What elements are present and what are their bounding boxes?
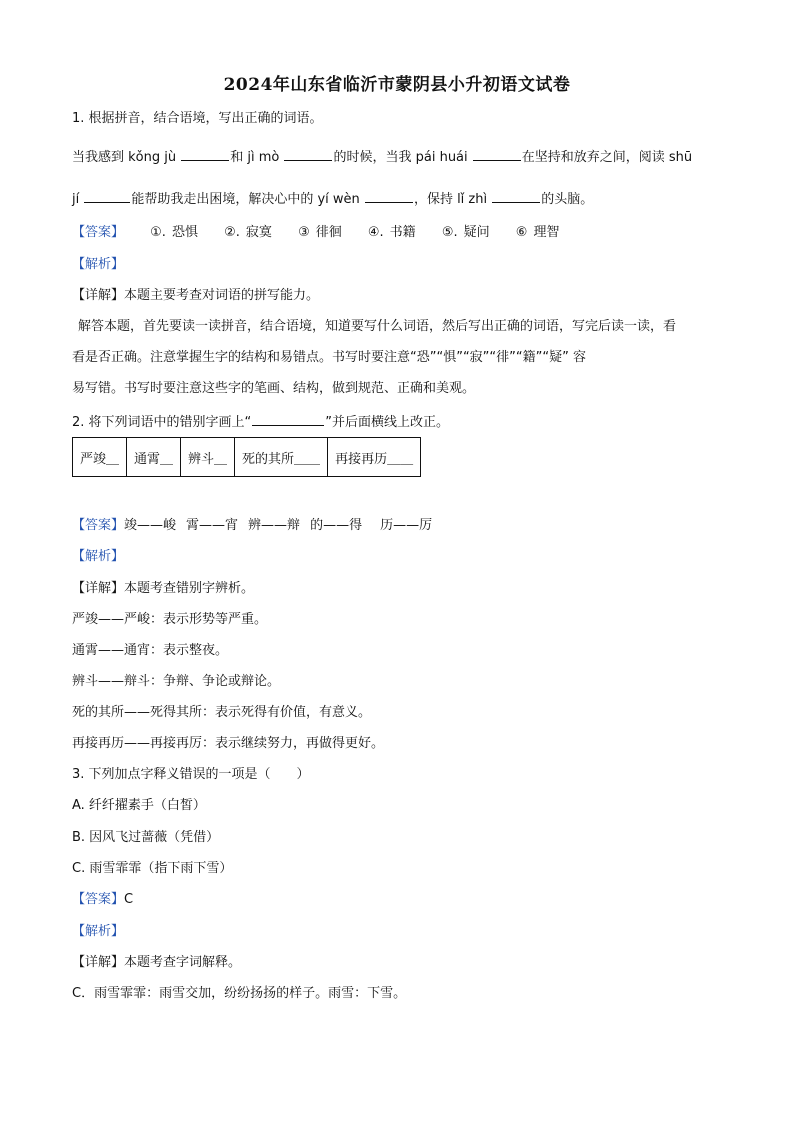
answer-item: ①. 恐惧	[150, 225, 198, 240]
q3-option-a: A. 纤纤擢素手（白皙）	[72, 798, 206, 813]
answer-label: 【答案】	[72, 518, 125, 533]
answer-value: C	[124, 892, 134, 907]
analysis-label: 【解析】	[72, 549, 125, 564]
analysis-label: 【解析】	[72, 924, 125, 939]
q2-explain-item: 通霄——通宵：表示整夜。	[72, 643, 229, 658]
table-cell: 死的其所＿＿	[235, 438, 328, 477]
q1-line2-text1: jí	[72, 192, 84, 207]
q1-sentence-line1	[72, 147, 692, 167]
answer-pair: 的——得	[310, 518, 363, 533]
q1-line1-text3: 的时候，当我 pái huái	[333, 150, 472, 165]
detail-label: 【详解】	[72, 288, 125, 303]
q2-explain-item: 严竣——严峻：表示形势等严重。	[72, 612, 268, 627]
answer-pair: 历——厉	[380, 518, 433, 533]
q3-option-c: C. 雨雪霏霏（指下雨下雪）	[72, 861, 233, 876]
page-title: 2024年山东省临沂市蒙阴县小升初语文试卷	[223, 75, 571, 95]
answer-blank	[492, 189, 540, 203]
q2-answer-row	[72, 517, 432, 535]
q1-line2-text2: 能帮助我走出困境，解决心中的 yí wèn	[131, 192, 364, 207]
detail-label: 【详解】	[72, 955, 125, 970]
answer-blank	[284, 147, 332, 161]
table-cell: 再接再历＿＿	[328, 438, 421, 477]
answer-label: 【答案】	[72, 225, 125, 240]
answer-blank	[181, 147, 229, 161]
q1-line2-text4: 的头脑。	[541, 192, 594, 207]
answer-pair: 辨——辩	[248, 518, 301, 533]
q1-line1-text4: 在坚持和放弃之间，阅读 shū	[521, 150, 693, 165]
q3-prompt: 3. 下列加点字释义错误的一项是（ ）	[72, 767, 310, 782]
detail-text: 本题考查字词解释。	[124, 955, 242, 970]
q1-explain-line2: 看是否正确。注意掌握生字的结构和易错点。书写时要注意“恐”“惧”“寂”“徘”“籍”“疑” 容	[72, 350, 586, 365]
answer-label: 【答案】	[72, 892, 125, 907]
q1-explain-line3: 易写错。书写时要注意这些字的笔画、结构，做到规范、正确和美观。	[72, 381, 476, 396]
answer-item: ④. 书籍	[367, 225, 416, 240]
q2-prompt: 2. 将下列词语中的错别字画上“ ”并后面横线上改正。	[72, 412, 449, 432]
answer-item: ③ 徘徊	[298, 225, 342, 240]
q2-explain-item: 死的其所——死得其所：表示死得有价值，有意义。	[72, 705, 372, 720]
q1-line1-text2: 和 jì mò	[230, 150, 284, 165]
answer-blank	[84, 189, 130, 203]
detail-text: 本题考查错别字辨析。	[124, 581, 255, 596]
answer-item: ⑥ 理智	[515, 225, 560, 240]
table-row	[73, 438, 421, 477]
analysis-label: 【解析】	[72, 257, 125, 272]
q2-detail	[72, 580, 254, 598]
q1-sentence-line2	[72, 189, 593, 209]
answer-item: ⑤. 疑问	[441, 225, 490, 240]
q2-explain-item: 再接再历——再接再厉：表示继续努力，再做得更好。	[72, 736, 385, 751]
answer-blank	[473, 147, 521, 161]
table-cell: 通霄＿	[127, 438, 181, 477]
answer-item: ②. 寂寞	[224, 225, 272, 240]
q1-explain-line1: 解答本题，首先要读一读拼音，结合语境，知道要写什么词语，然后写出正确的词语，写完后读一读，看	[78, 319, 677, 334]
q1-detail	[72, 287, 319, 305]
answer-blank	[252, 412, 324, 426]
q1-line1-text1: 当我感到 kǒng jù	[72, 150, 181, 165]
q3-option-b: B. 因风飞过蔷薇（凭借）	[72, 830, 220, 845]
q2-explain-item: 辨斗——辩斗：争辩、争论或辩论。	[72, 674, 281, 689]
detail-text: 本题主要考查对词语的拼写能力。	[124, 288, 320, 303]
table-cell: 辨斗＿	[181, 438, 235, 477]
q3-answer-row	[72, 891, 133, 909]
table-cell: 严竣＿	[73, 438, 127, 477]
q1-prompt: 1. 根据拼音，结合语境，写出正确的词语。	[72, 111, 323, 126]
word-table	[72, 437, 421, 477]
q3-explain: C．雨雪霏霏：雨雪交加，纷纷扬扬的样子。雨雪：下雪。	[72, 986, 407, 1001]
q1-answer-row	[72, 224, 559, 242]
answer-pair: 竣——峻	[124, 518, 177, 533]
q1-line2-text3: ，保持 lǐ zhì	[413, 192, 492, 207]
answer-blank	[365, 189, 413, 203]
detail-label: 【详解】	[72, 581, 125, 596]
answer-pair: 霄——宵	[186, 518, 239, 533]
q3-detail	[72, 954, 241, 972]
